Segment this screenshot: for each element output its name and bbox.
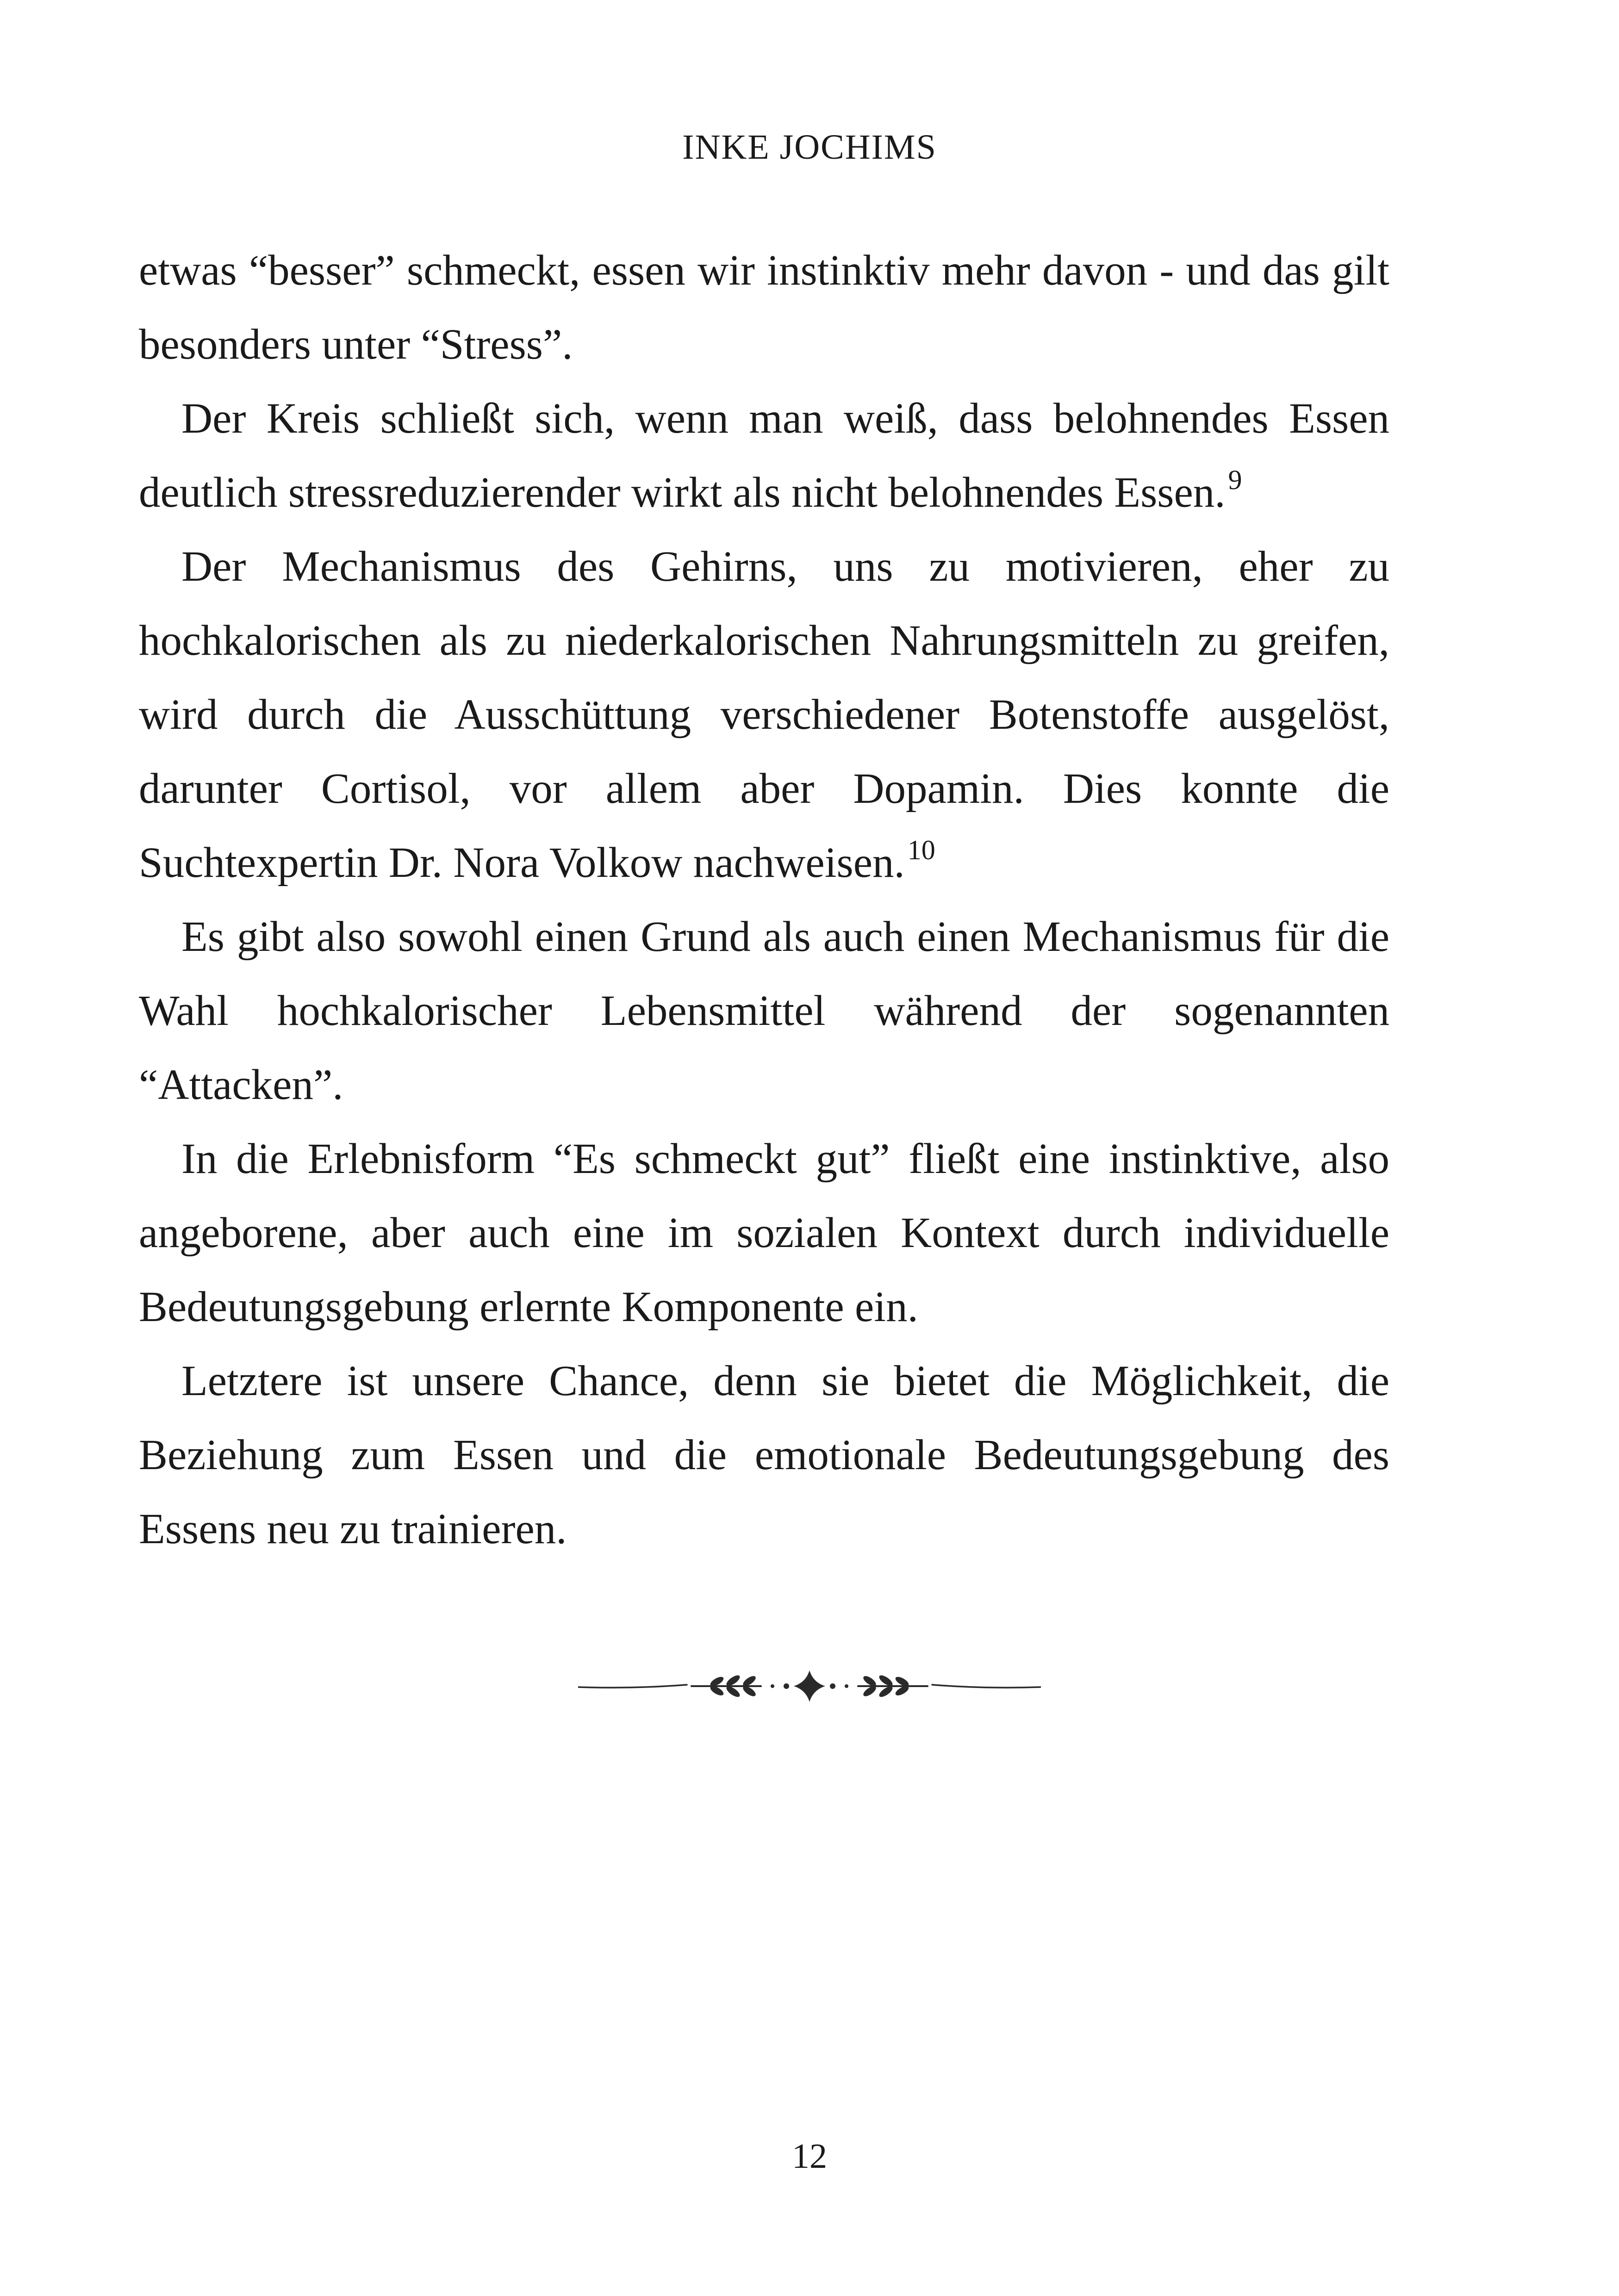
- paragraph: [139, 1344, 1389, 1566]
- paragraph-text: Es gibt also sowohl einen Grund als auch einen Mechanismus für die Wahl hochkalorischer Lebensmittel während der sogenannten “Attacken”.: [139, 913, 1389, 1109]
- paragraph-text: etwas “besser” schmeckt, essen wir instinktiv mehr davon - und das gilt besonders unter “Stress”.: [139, 247, 1389, 368]
- paragraph: [139, 382, 1389, 530]
- page-number: 12: [792, 2137, 827, 2176]
- paragraph-text: Letztere ist unsere Chance, denn sie bietet die Möglichkeit, die Beziehung zum Essen und die emotionale Bedeutungsgebung des Essens neu zu trainieren.: [139, 1357, 1389, 1553]
- paragraph-text: Der Kreis schließt sich, wenn man weiß, dass belohnendes Essen deutlich stressreduzierender wirkt als nicht belohnendes Essen.: [139, 395, 1389, 516]
- paragraph: [139, 900, 1389, 1122]
- body-text: [139, 234, 1389, 1566]
- floral-divider-icon: [578, 1670, 1041, 1703]
- footnote-marker[interactable]: 9: [1228, 465, 1242, 495]
- paragraph-text: In die Erlebnisform “Es schmeckt gut” fließt eine instinktive, also angeborene, aber auch eine im sozialen Kontext durch individuelle Bedeutungsgebung erlernte Komponente ein.: [139, 1135, 1389, 1331]
- running-header-author: INKE JOCHIMS: [682, 128, 937, 167]
- footnote-marker[interactable]: 10: [907, 835, 935, 865]
- paragraph: [139, 530, 1389, 900]
- paragraph: [139, 1122, 1389, 1344]
- paragraph-text: Der Mechanismus des Gehirns, uns zu motivieren, eher zu hochkalorischen als zu niederkalorischen Nahrungsmitteln zu greifen, wird durch die Ausschüttung verschiedener Botenstoffe ausgelöst, darunter Cortisol, vor allem aber Dopamin. Dies konnte die Suchtexpertin Dr. Nora Volkow nachweisen.: [139, 543, 1389, 887]
- paragraph: [139, 234, 1389, 382]
